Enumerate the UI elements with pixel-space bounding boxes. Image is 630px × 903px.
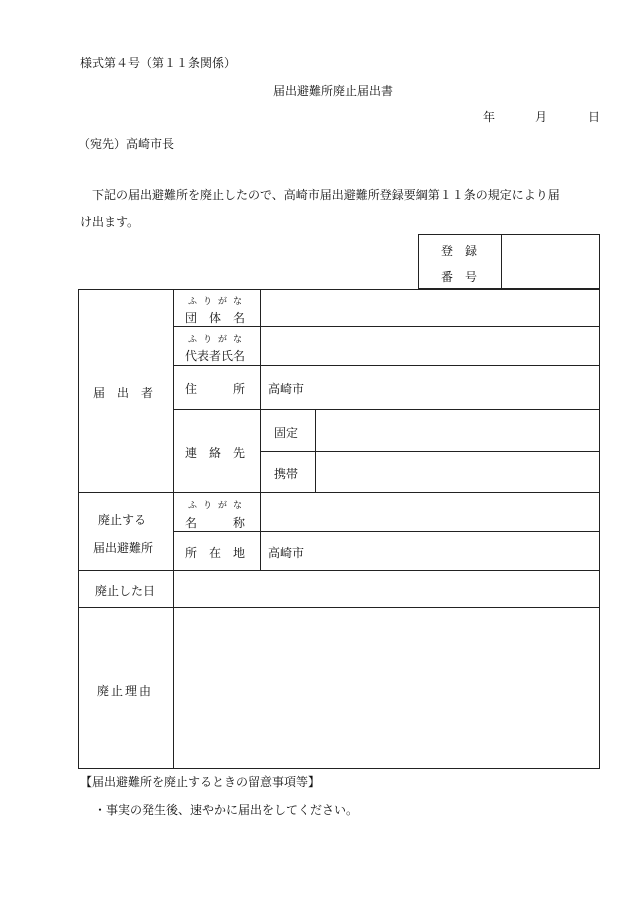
rep-name-furigana: ふりがな xyxy=(188,335,249,345)
abolished-date-label: 廃止した日 xyxy=(95,584,156,598)
form-number: 様式第４号（第１１条関係） xyxy=(80,56,237,70)
row-divider xyxy=(173,531,600,532)
rep-name-input[interactable] xyxy=(263,329,597,363)
section-divider xyxy=(78,492,600,493)
registration-number-value[interactable] xyxy=(505,240,597,284)
shelter-section-label-2: 届出避難所 xyxy=(93,541,154,555)
reason-label: 廃止理由 xyxy=(97,684,154,698)
org-name-input[interactable] xyxy=(263,292,597,324)
reason-input[interactable] xyxy=(176,610,597,766)
section-divider xyxy=(78,570,600,571)
intro-line-2: け出ます。 xyxy=(80,215,140,229)
address-label: 住 所 xyxy=(185,382,246,396)
registration-label-cell xyxy=(418,234,502,289)
shelter-location-value[interactable]: 高崎市 xyxy=(268,546,305,560)
notes-item: ・事実の発生後、速やかに届出をしてください。 xyxy=(94,803,359,817)
org-name-furigana: ふりがな xyxy=(188,297,249,307)
landline-input[interactable] xyxy=(318,412,597,449)
date-month-label: 月 xyxy=(535,110,548,124)
row-divider xyxy=(173,326,600,327)
contact-label: 連 絡 先 xyxy=(185,446,246,460)
notifier-section-label: 届 出 者 xyxy=(93,386,154,400)
row-divider xyxy=(173,365,600,366)
section-divider xyxy=(78,607,600,608)
abolished-date-input[interactable] xyxy=(176,573,597,605)
date-day-label: 日 xyxy=(588,110,601,124)
shelter-location-label: 所 在 地 xyxy=(185,546,246,560)
notes-heading: 【届出避難所を廃止するときの留意事項等】 xyxy=(80,775,321,789)
row-divider xyxy=(261,451,600,452)
shelter-name-label: 名 称 xyxy=(185,516,246,530)
shelter-name-input[interactable] xyxy=(263,495,597,529)
shelter-section-label-1: 廃止する xyxy=(98,513,147,527)
registration-label-bottom: 番 号 xyxy=(441,270,478,284)
mobile-input[interactable] xyxy=(318,454,597,490)
mobile-label: 携帯 xyxy=(274,467,299,481)
address-value[interactable]: 高崎市 xyxy=(268,382,305,396)
left-column-divider xyxy=(173,289,174,769)
org-name-label: 団 体 名 xyxy=(185,311,246,325)
registration-label-top: 登 録 xyxy=(441,244,478,258)
landline-label: 固定 xyxy=(274,426,299,440)
document-title: 届出避難所廃止届出書 xyxy=(273,84,394,98)
rep-name-label: 代表者氏名 xyxy=(185,349,246,363)
shelter-name-furigana: ふりがな xyxy=(188,501,249,511)
label-column-divider xyxy=(260,289,261,570)
addressee: （宛先）高崎市長 xyxy=(78,137,175,151)
intro-line-1: 下記の届出避難所を廃止したので、高崎市届出避難所登録要綱第１１条の規定により届 xyxy=(92,188,560,202)
row-divider xyxy=(173,409,600,410)
date-year-label: 年 xyxy=(483,110,496,124)
